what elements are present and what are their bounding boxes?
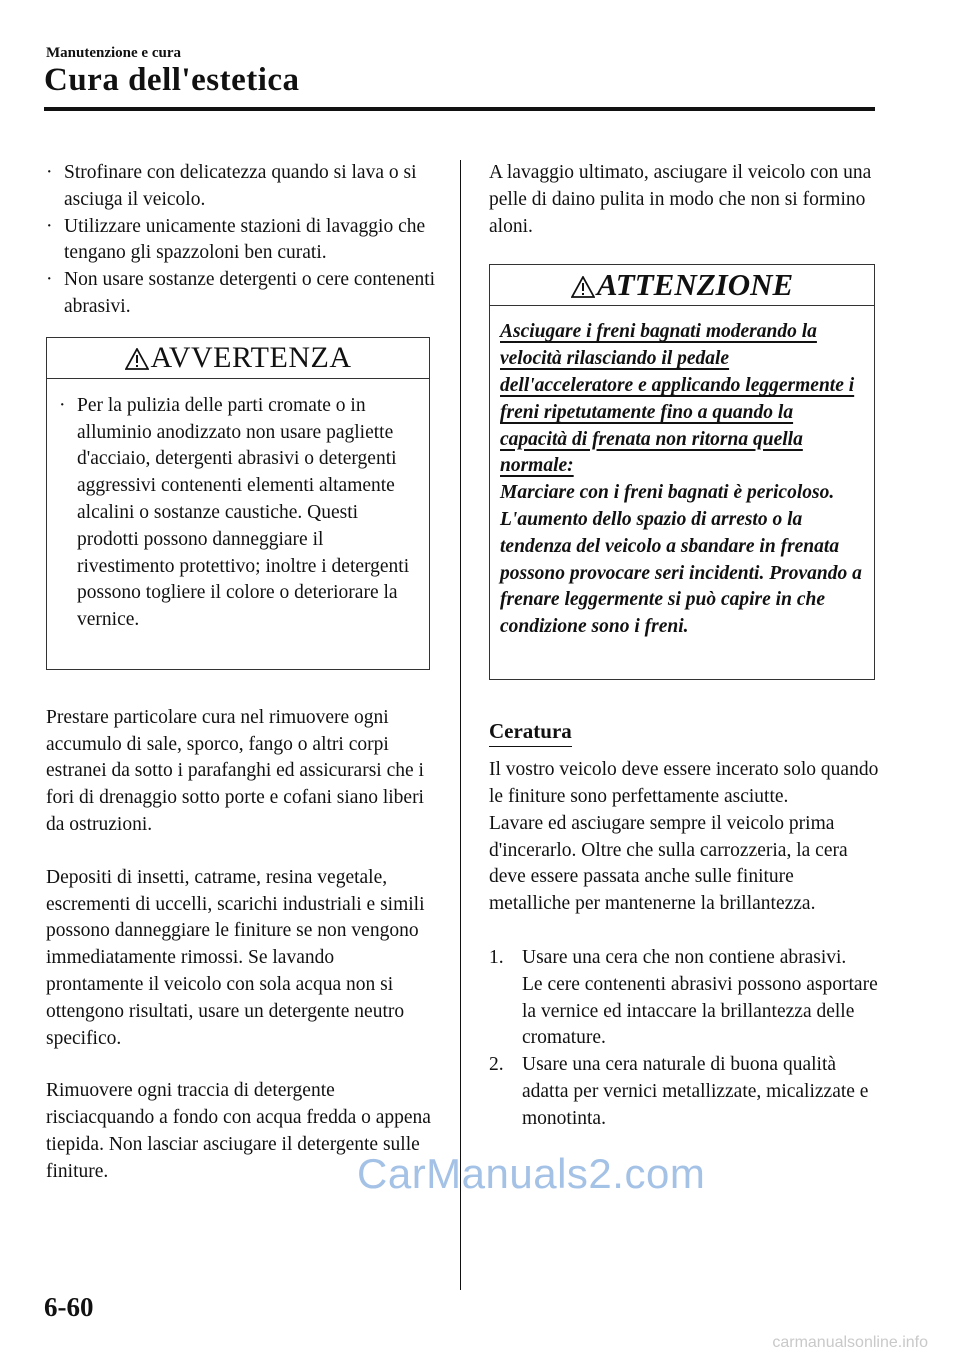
step-detail: Le cere contenenti abrasivi possono asportare la vernice ed intaccare la brillantezza delle cromature.	[522, 973, 878, 1049]
step-number: 1.	[489, 946, 504, 968]
paragraph-wax-when: Il vostro veicolo deve essere incerato solo quando le finiture sono perfettamente asciutte.	[489, 759, 879, 807]
list-item	[489, 1052, 879, 1132]
caution-text: Marciare con i freni bagnati è pericoloso. L'aumento dello spazio di arresto o la tendenza del veicolo a sbandare in frenata possono provocare seri incidenti. Provando a frenare leggermente si può capire in che condizione sono i freni.	[500, 482, 862, 638]
caution-underlined-text: Asciugare i freni bagnati moderando la velocità rilasciando il pedale dell'acceleratore e applicando leggermente i freni ripetutamente fino a quando la capacità di frenata non ritorna quella normale:	[500, 321, 855, 477]
bullet-text: Non usare sostanze detergenti o cere contenenti abrasivi.	[64, 269, 436, 317]
bullet-text: Utilizzare unicamente stazioni di lavaggio che tengano gli spazzoloni ben curati.	[64, 215, 426, 264]
page-number: 6-60	[44, 1292, 94, 1322]
step-text: Usare una cera naturale di buona qualità adatta per vernici metallizzate, micalizzate e monotinta.	[522, 1054, 869, 1129]
care-bullet-list	[46, 160, 436, 321]
bullet-item	[46, 214, 436, 268]
bullet-item	[46, 267, 436, 321]
wax-steps-list	[489, 945, 879, 1133]
step-number: 2.	[489, 1054, 504, 1076]
paragraph-dry-vehicle: A lavaggio ultimato, asciugare il veicolo con una pelle di daino pulita in modo che non si formino aloni.	[489, 162, 872, 237]
section-heading-ceratura: Ceratura	[489, 718, 572, 747]
step-text: Usare una cera che non contiene abrasivi.	[522, 946, 847, 968]
title-rule	[44, 107, 875, 111]
watermark: CarManuals2.com	[357, 1150, 706, 1197]
caution-body	[500, 319, 864, 641]
paragraph-deposits: Depositi di insetti, catrame, resina vegetale, escrementi di uccelli, scarichi industriali e simili possono danneggiare le finiture se non vengono immediatamente rimossi. Se lavando prontamente il veicolo con sola acqua non si ottengono risultati, usare un detergente neutro specifico.	[46, 866, 425, 1049]
warning-body	[59, 393, 419, 634]
footer-site-watermark: carmanualsonline.info	[772, 1334, 928, 1351]
left-column	[46, 160, 436, 1186]
list-item	[489, 945, 879, 1052]
warning-text: Per la pulizia delle parti cromate o in alluminio anodizzato non usare pagliette d'acciaio, detergenti abrasivi o detergenti aggressivi contenenti elementi altamente alcalini o sostanze caustiche. Questi prodotti possono danneggiare il rivestimento protettivo; inoltre i detergenti possono togliere il colore o deteriorare la vernice.	[77, 394, 410, 631]
bullet-item	[46, 160, 436, 214]
caution-title: ATTENZIONE	[596, 267, 794, 303]
page-title: Cura dell'estetica	[44, 62, 300, 98]
column-divider	[460, 160, 461, 1290]
section-label: Manutenzione e cura	[46, 45, 181, 61]
warning-box	[46, 337, 430, 670]
bullet-dot-icon: ·	[46, 215, 53, 237]
warning-triangle-icon	[125, 348, 149, 379]
caution-box	[489, 264, 875, 680]
warning-bullet-item	[59, 393, 419, 634]
bullet-dot-icon: ·	[59, 394, 66, 416]
paragraph-underbody: Prestare particolare cura nel rimuovere ogni accumulo di sale, sporco, fango o altri corpi estranei da sotto i parafanghi ed assicurarsi che i fori di drenaggio sotto porte e cofani siano liberi da ostruzioni.	[46, 706, 424, 835]
bullet-dot-icon: ·	[46, 162, 53, 183]
warning-header	[47, 338, 429, 379]
right-column	[489, 160, 879, 1133]
bullet-text: Strofinare con delicatezza quando si lava o si asciuga il veicolo.	[64, 162, 417, 210]
warning-triangle-icon	[571, 276, 595, 307]
warning-title: AVVERTENZA	[150, 340, 352, 374]
bullet-dot-icon: ·	[46, 269, 53, 291]
paragraph-wax-how: Lavare ed asciugare sempre il veicolo prima d'incerarlo. Oltre che sulla carrozzeria, la cera deve essere passata anche sulle finiture metalliche per mantenerne la brillantezza.	[489, 812, 848, 915]
paragraph-rinse: Rimuovere ogni traccia di detergente risciacquando a fondo con acqua fredda o appena tiepida. Non lasciar asciugare il detergente sulle finiture.	[46, 1080, 431, 1182]
caution-header	[490, 265, 874, 306]
